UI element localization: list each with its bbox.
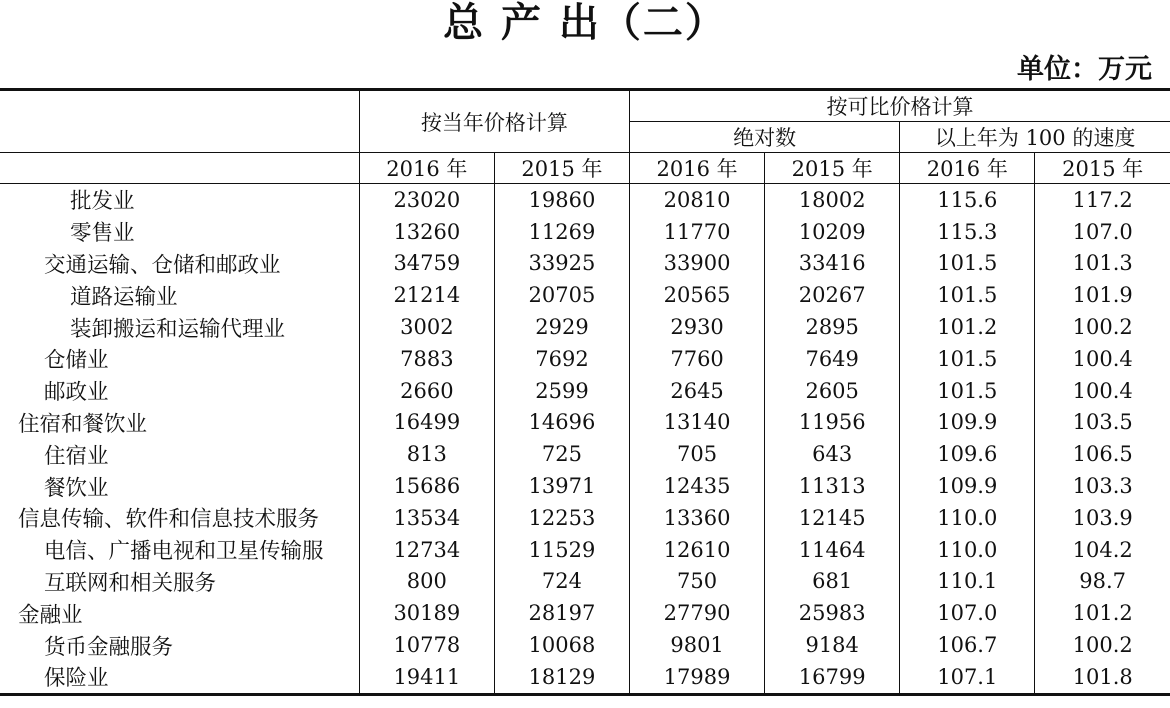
table-row: [0, 375, 1170, 407]
row-label: 金融业: [18, 602, 83, 628]
table-row: [0, 438, 1170, 470]
table-row: [0, 311, 1170, 343]
row-label: 电信、广播电视和卫星传输服: [44, 539, 324, 565]
header-year: 2015 年: [494, 153, 629, 184]
table-cell: 30189: [359, 597, 494, 629]
header-year: 2016 年: [630, 153, 765, 184]
table-row: [0, 407, 1170, 439]
table-cell: 725: [494, 438, 629, 470]
table-cell: 100.4: [1035, 375, 1170, 407]
header-speed: 以上年为 100 的速度: [900, 122, 1170, 153]
table-cell: 12145: [765, 502, 900, 534]
table-row: [0, 248, 1170, 280]
row-label: 货币金融服务: [44, 634, 174, 660]
table-cell: 33416: [765, 248, 900, 280]
table-cell: 2599: [494, 375, 629, 407]
table-row: [0, 502, 1170, 534]
table-cell: 17989: [630, 661, 765, 694]
table-cell: 13360: [630, 502, 765, 534]
table-cell: 13260: [359, 216, 494, 248]
table-cell: 7883: [359, 343, 494, 375]
header-current-price: 按当年价格计算: [359, 90, 629, 153]
table-row: [0, 470, 1170, 502]
table-row: [0, 216, 1170, 248]
table-cell: 12610: [630, 534, 765, 566]
table-body: [0, 184, 1170, 695]
table-cell: 100.2: [1035, 629, 1170, 661]
unit-label: 单位：万元: [1017, 54, 1152, 85]
table-cell: 107.0: [900, 597, 1035, 629]
table-cell: 2660: [359, 375, 494, 407]
table-cell: 106.5: [1035, 438, 1170, 470]
table-cell: 13140: [630, 407, 765, 439]
table-cell: 681: [765, 566, 900, 598]
table-cell: 9184: [765, 629, 900, 661]
header-year: 2016 年: [900, 153, 1035, 184]
table-cell: 2605: [765, 375, 900, 407]
table-cell: 2645: [630, 375, 765, 407]
table-cell: 21214: [359, 279, 494, 311]
table-row: [0, 279, 1170, 311]
table-cell: 98.7: [1035, 566, 1170, 598]
table-cell: 101.5: [900, 343, 1035, 375]
table-cell: 33900: [630, 248, 765, 280]
table-cell: 705: [630, 438, 765, 470]
header-absolute: 绝对数: [630, 122, 900, 153]
row-label: 仓储业: [44, 348, 109, 374]
row-label: 道路运输业: [70, 284, 178, 310]
row-label: 零售业: [70, 221, 135, 247]
table-cell: 110.0: [900, 534, 1035, 566]
table-cell: 103.5: [1035, 407, 1170, 439]
table-cell: 28197: [494, 597, 629, 629]
row-label: 装卸搬运和运输代理业: [70, 316, 286, 342]
table-cell: 15686: [359, 470, 494, 502]
page-title: 总 产 出（二）: [443, 0, 727, 46]
header-year: 2015 年: [1035, 153, 1170, 184]
table-cell: 110.1: [900, 566, 1035, 598]
table-cell: 101.5: [900, 375, 1035, 407]
table-cell: 20565: [630, 279, 765, 311]
table-cell: 117.2: [1035, 184, 1170, 216]
table-cell: 100.4: [1035, 343, 1170, 375]
table-cell: 643: [765, 438, 900, 470]
table-cell: 101.2: [900, 311, 1035, 343]
table-cell: 101.9: [1035, 279, 1170, 311]
table-cell: 7649: [765, 343, 900, 375]
table-cell: 115.6: [900, 184, 1035, 216]
header-blank-cell: [0, 90, 359, 153]
table-cell: 33925: [494, 248, 629, 280]
table-cell: 20810: [630, 184, 765, 216]
table-cell: 11529: [494, 534, 629, 566]
table-cell: 10778: [359, 629, 494, 661]
row-label: 餐饮业: [44, 475, 109, 501]
table-cell: 107.0: [1035, 216, 1170, 248]
table-cell: 101.2: [1035, 597, 1170, 629]
table-row: [0, 597, 1170, 629]
table-row: [0, 661, 1170, 694]
table-cell: 14696: [494, 407, 629, 439]
table-cell: 103.3: [1035, 470, 1170, 502]
table-row: [0, 629, 1170, 661]
table-cell: 18129: [494, 661, 629, 694]
table-cell: 109.9: [900, 407, 1035, 439]
row-label: 保险业: [44, 666, 109, 692]
table-cell: 12734: [359, 534, 494, 566]
table-cell: 7692: [494, 343, 629, 375]
row-label: 批发业: [70, 189, 135, 215]
header-year-blank: [0, 153, 359, 184]
table-cell: 13534: [359, 502, 494, 534]
table-cell: 3002: [359, 311, 494, 343]
table-cell: 11770: [630, 216, 765, 248]
row-label: 信息传输、软件和信息技术服务: [18, 507, 320, 533]
table-cell: 724: [494, 566, 629, 598]
output-table: [0, 88, 1170, 696]
table-cell: 107.1: [900, 661, 1035, 694]
table-cell: 101.3: [1035, 248, 1170, 280]
table-cell: 10209: [765, 216, 900, 248]
table-cell: 11269: [494, 216, 629, 248]
table-cell: 27790: [630, 597, 765, 629]
table-row: [0, 343, 1170, 375]
table-header: [0, 90, 1170, 184]
table-row: [0, 534, 1170, 566]
table-cell: 106.7: [900, 629, 1035, 661]
table-row: [0, 566, 1170, 598]
row-label: 邮政业: [44, 380, 109, 406]
table-cell: 18002: [765, 184, 900, 216]
table-cell: 109.6: [900, 438, 1035, 470]
table-cell: 11313: [765, 470, 900, 502]
table-cell: 19411: [359, 661, 494, 694]
table-cell: 104.2: [1035, 534, 1170, 566]
table-cell: 11956: [765, 407, 900, 439]
table-cell: 12253: [494, 502, 629, 534]
table-cell: 13971: [494, 470, 629, 502]
table-cell: 101.5: [900, 279, 1035, 311]
row-label: 互联网和相关服务: [44, 570, 217, 596]
table-cell: 813: [359, 438, 494, 470]
table-cell: 101.8: [1035, 661, 1170, 694]
table-cell: 20267: [765, 279, 900, 311]
table-cell: 9801: [630, 629, 765, 661]
table-cell: 100.2: [1035, 311, 1170, 343]
table-cell: 2929: [494, 311, 629, 343]
table-cell: 101.5: [900, 248, 1035, 280]
table-cell: 10068: [494, 629, 629, 661]
table-cell: 23020: [359, 184, 494, 216]
table-cell: 7760: [630, 343, 765, 375]
header-comparable-price: 按可比价格计算: [630, 90, 1170, 122]
table-cell: 20705: [494, 279, 629, 311]
table-cell: 2895: [765, 311, 900, 343]
table-row: [0, 184, 1170, 216]
table-cell: 750: [630, 566, 765, 598]
table-cell: 12435: [630, 470, 765, 502]
table-cell: 800: [359, 566, 494, 598]
table-cell: 25983: [765, 597, 900, 629]
table-cell: 2930: [630, 311, 765, 343]
row-label: 住宿业: [44, 443, 109, 469]
table-cell: 16499: [359, 407, 494, 439]
header-year: 2016 年: [359, 153, 494, 184]
table-cell: 16799: [765, 661, 900, 694]
row-label: 交通运输、仓储和邮政业: [44, 252, 281, 278]
row-label: 住宿和餐饮业: [18, 411, 148, 437]
header-year: 2015 年: [765, 153, 900, 184]
table-cell: 110.0: [900, 502, 1035, 534]
table-cell: 19860: [494, 184, 629, 216]
table-cell: 109.9: [900, 470, 1035, 502]
table-cell: 103.9: [1035, 502, 1170, 534]
table-cell: 115.3: [900, 216, 1035, 248]
table-cell: 11464: [765, 534, 900, 566]
table-cell: 34759: [359, 248, 494, 280]
